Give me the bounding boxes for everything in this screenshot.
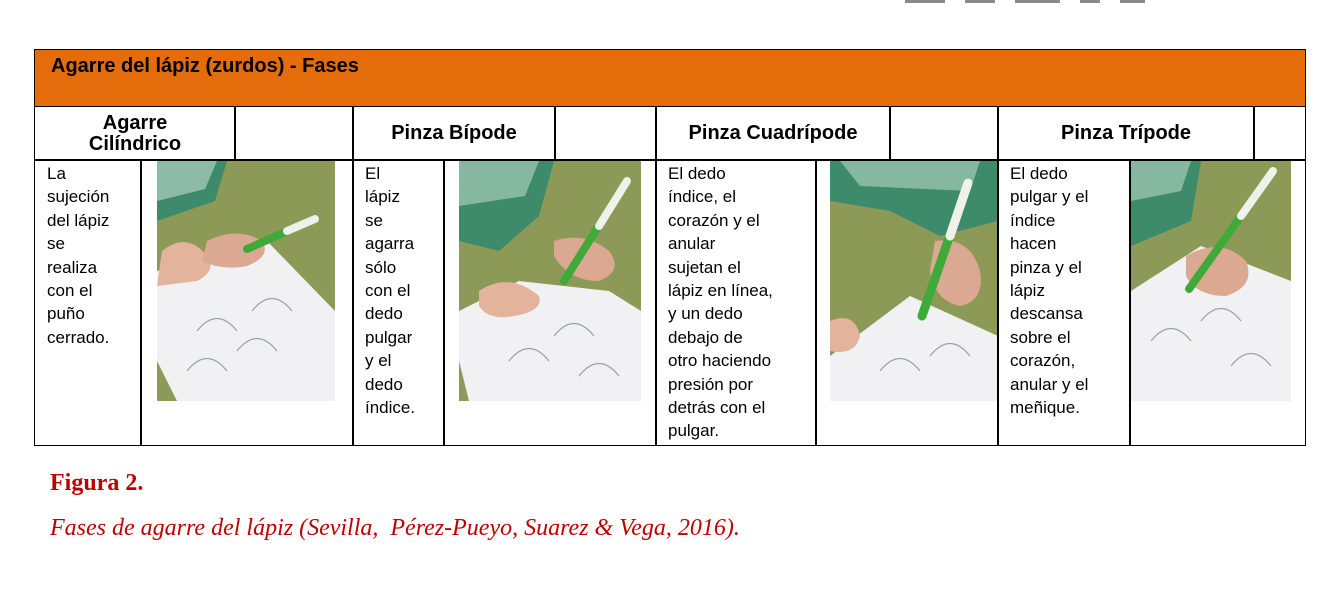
description-line: dedo (365, 374, 403, 394)
description-line: El (365, 164, 381, 183)
description-line: pulgar. (668, 421, 720, 441)
description-line: y un dedo (668, 304, 743, 324)
description-line: El dedo (668, 164, 726, 183)
phase-description-cell (997, 159, 1131, 446)
description-line: corazón, (1010, 351, 1076, 371)
empty-header-cell (889, 106, 999, 161)
phase-photo-cell (815, 159, 999, 446)
description-line: con el (365, 281, 411, 301)
description-line: pulgar (365, 327, 413, 347)
description-line: detrás con el (668, 398, 766, 418)
phase-photo-cell (443, 159, 657, 446)
figure-caption: Fases de agarre del lápiz (Sevilla, Pérez-Pueyo, Suarez & Vega, 2016). (50, 515, 740, 541)
phase-photo-cell (140, 159, 354, 446)
description-line: índice, el (668, 187, 737, 207)
top-edge-artifact (905, 0, 1145, 3)
description-line: descansa (1010, 304, 1083, 324)
description-line: con el (47, 281, 93, 301)
description-line: corazón y el (668, 210, 760, 230)
description-line: se (47, 234, 65, 254)
description-line: sólo (365, 257, 397, 277)
phase-name-cell (34, 106, 236, 161)
phase-name-line: Cilíndrico (88, 132, 182, 155)
table-header (34, 49, 1306, 107)
table-title: Agarre del lápiz (zurdos) - Fases (51, 55, 359, 77)
photo-cilindrico (157, 161, 335, 401)
description-line: sujetan el (668, 257, 741, 277)
description-line: índice (1010, 210, 1056, 230)
phase-photo-cell (1129, 159, 1306, 446)
description-line: cerrado. (47, 327, 110, 347)
description-line: sujeción (47, 187, 110, 207)
phase-name-line: Agarre (102, 111, 168, 134)
empty-header-cell (1253, 106, 1306, 161)
description-line: otro haciendo (668, 351, 772, 371)
photo-bipode (459, 161, 641, 401)
description-line: hacen (1010, 234, 1057, 254)
description-line: sobre el (1010, 327, 1071, 347)
description-line: se (365, 210, 383, 230)
phase-name-cell (997, 106, 1255, 161)
phase-name-line: Pinza Trípode (1060, 122, 1192, 144)
description-line: del lápiz (47, 210, 110, 230)
description-line: agarra (365, 234, 415, 254)
description-line: El dedo (1010, 164, 1068, 183)
description-line: dedo (365, 304, 403, 324)
description-line: índice. (365, 398, 416, 418)
grip-phases-table (34, 49, 1306, 446)
description-line: pinza y el (1010, 257, 1082, 277)
phase-description-cell (34, 159, 142, 446)
description-line: pulgar y el (1010, 187, 1089, 207)
description-line: La (47, 164, 66, 183)
description-line: realiza (47, 257, 98, 277)
description-line: lápiz en línea, (668, 281, 773, 301)
photo-cuadripode (830, 161, 998, 401)
photo-tripode (1131, 161, 1291, 401)
empty-header-cell (234, 106, 354, 161)
description-line: debajo de (668, 327, 743, 347)
figure-label: Figura 2. (50, 470, 144, 496)
phase-name-cell (352, 106, 556, 161)
phase-description-cell (655, 159, 817, 446)
description-line: anular (668, 234, 716, 254)
description-line: lápiz (365, 187, 400, 207)
description-line: puño (47, 304, 85, 324)
phase-name-cell (655, 106, 891, 161)
empty-header-cell (554, 106, 657, 161)
description-line: meñique. (1010, 398, 1080, 418)
description-line: y el (365, 351, 392, 371)
description-line: presión por (668, 374, 754, 394)
description-line: anular y el (1010, 374, 1089, 394)
phase-name-line: Pinza Bípode (391, 122, 517, 144)
phase-name-line: Pinza Cuadrípode (688, 122, 858, 144)
description-line: lápiz (1010, 281, 1045, 301)
phase-description-cell (352, 159, 445, 446)
